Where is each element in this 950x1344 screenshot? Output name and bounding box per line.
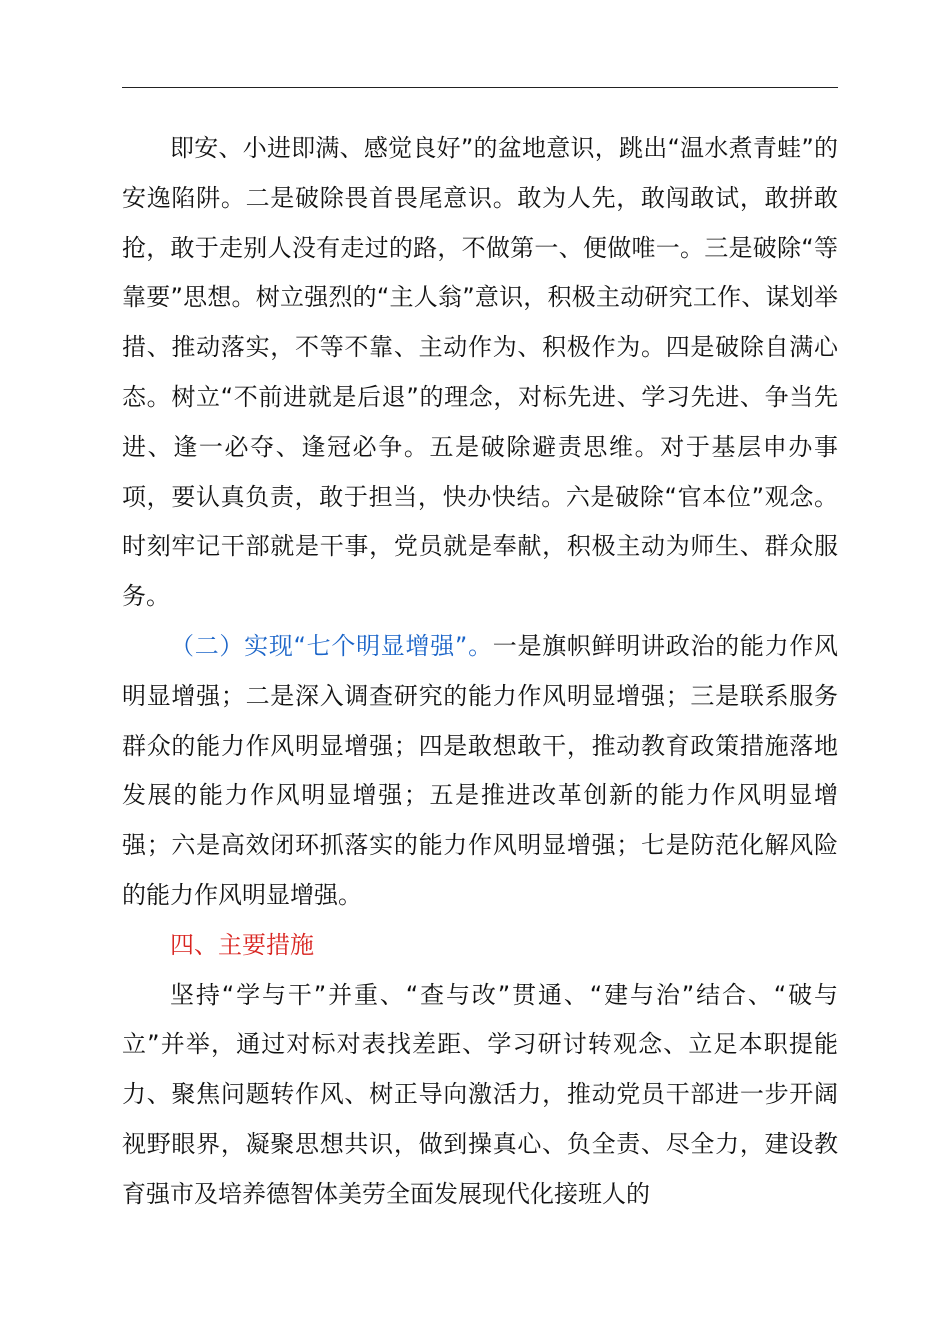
subheading-seven-enhancements: （二）实现“七个明显增强”。 (170, 631, 493, 660)
header-rule (122, 87, 838, 88)
paragraph-seven-enhancements-body: 一是旗帜鲜明讲政治的能力作风明显增强；二是深入调查研究的能力作风明显增强；三是联系服务群众的能力作风明显增强；四是敢想敢干，推动教育政策措施落地发展的能力作风明显增强；五是推进改革创新的能力作风明显增强；六是高效闭环抓落实的能力作风明显增强；七是防范化解风险的能力作风明显增强。 (122, 631, 839, 909)
section-heading-main-measures: 四、主要措施 (170, 930, 314, 959)
document-body (122, 124, 838, 1220)
paragraph-seven-enhancements (122, 622, 838, 921)
paragraph-break-mindsets: 即安、小进即满、感觉良好”的盆地意识，跳出“温水煮青蛙”的安逸陷阱。二是破除畏首畏尾意识。敢为人先，敢闯敢试，敢拼敢抢，敢于走别人没有走过的路，不做第一、便做唯一。三是破除“等靠要”思想。树立强烈的“主人翁”意识，积极主动研究工作、谋划举措、推动落实，不等不靠、主动作为、积极作为。四是破除自满心态。树立“不前进就是后退”的理念，对标先进、学习先进、争当先进、逢一必夺、逢冠必争。五是破除避责思维。对于基层申办事项，要认真负责，敢于担当，快办快结。六是破除“官本位”观念。时刻牢记干部就是干事，党员就是奉献，积极主动为师生、群众服务。 (122, 134, 838, 611)
paragraph-main-measures: 坚持“学与干”并重、“查与改”贯通、“建与治”结合、“破与立”并举，通过对标对表找差距、学习研讨转观念、立足本职提能力、聚焦问题转作风、树正导向激活力，推动党员干部进一步开阔视野眼界，凝聚思想共识，做到操真心、负全责、尽全力，建设教育强市及培养德智体美劳全面发展现代化接班人的 (122, 980, 838, 1208)
